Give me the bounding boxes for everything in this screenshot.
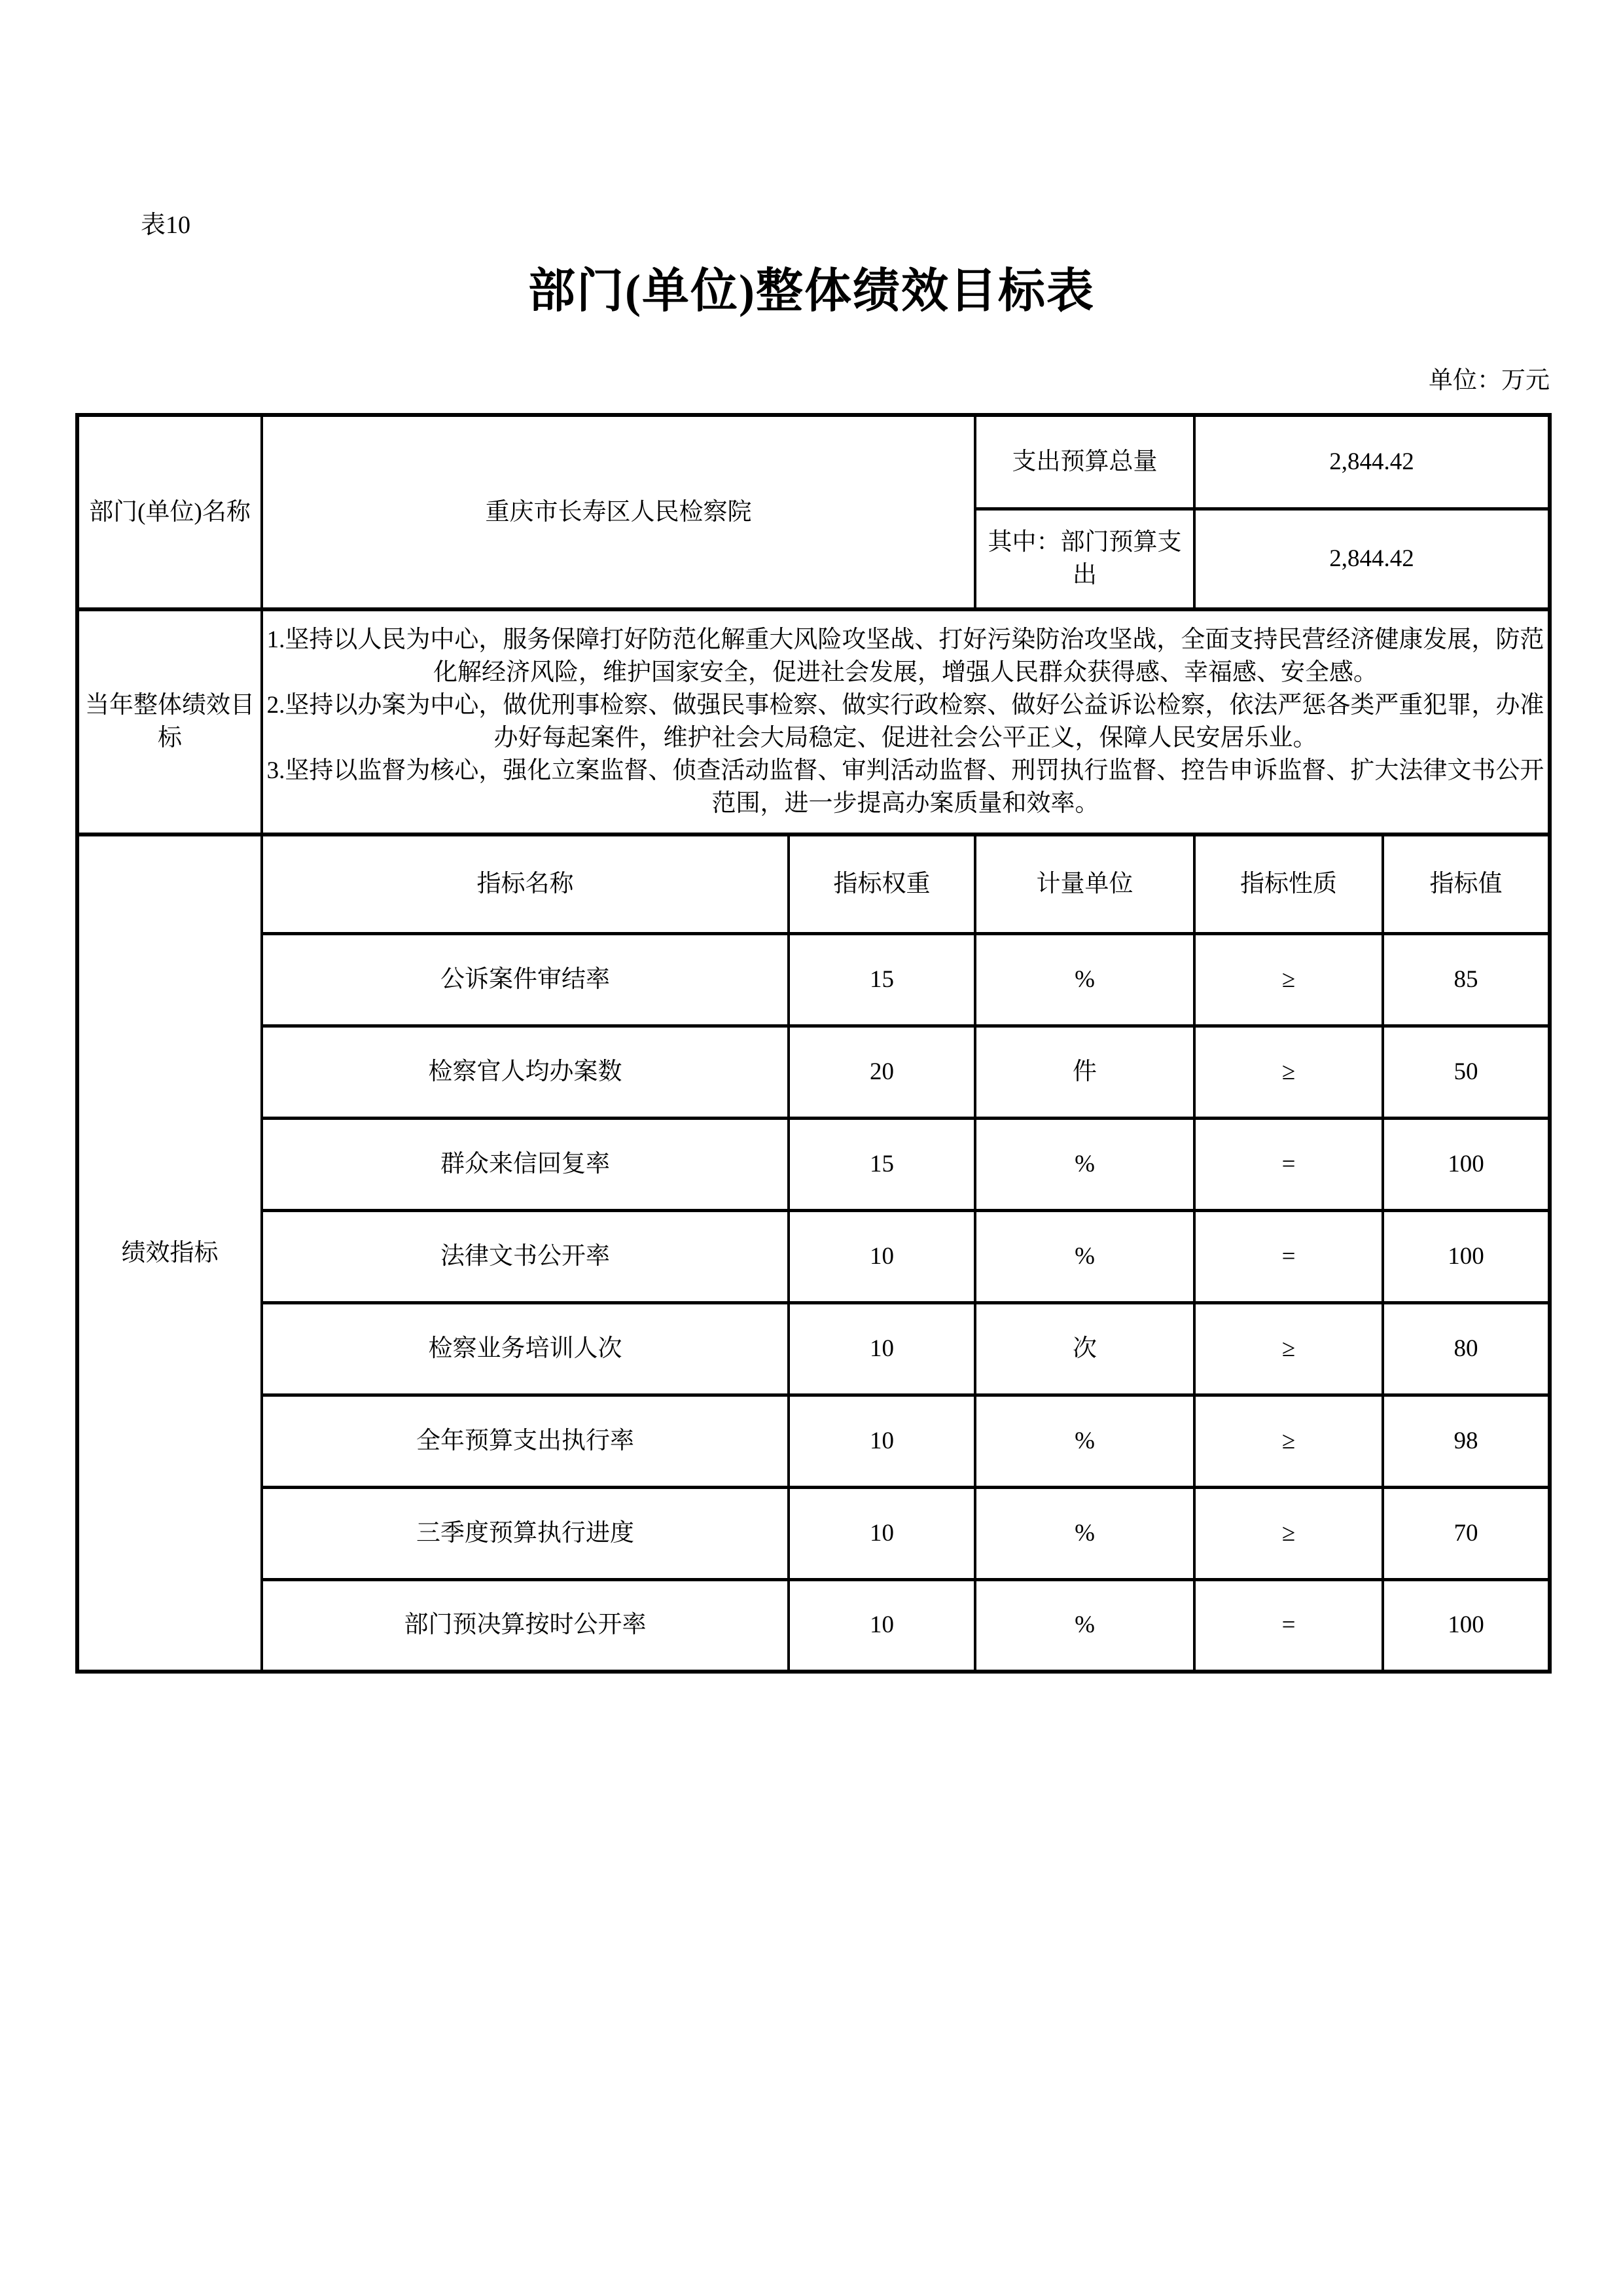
goal-item-3: 3.坚持以监督为核心，强化立案监督、侦查活动监督、审判活动监督、刑罚执行监督、控告申诉监督、扩大法律文书公开范围，进一步提高办案质量和效率。 [266,757,1544,817]
indicator-row [77,1302,1550,1395]
indicator-nature-cell: ≥ [1194,933,1383,1026]
indicator-name-cell: 群众来信回复率 [262,1118,789,1210]
indicator-row [77,1487,1550,1579]
unit-note: 单位：万元 [1429,367,1550,394]
indicator-nature-cell: ≥ [1194,1302,1383,1395]
indicator-nature-cell: ≥ [1194,1395,1383,1487]
indicator-unit-cell: % [975,1118,1194,1210]
indicator-name-cell: 检察业务培训人次 [262,1302,789,1395]
indicator-value-cell: 100 [1383,1118,1550,1210]
indicator-weight-cell: 10 [789,1579,975,1672]
dept-name-label-cell: 部门(单位)名称 [77,415,262,609]
header-indicator-weight: 指标权重 [789,834,975,933]
indicator-weight-cell: 10 [789,1210,975,1302]
indicator-value-cell: 85 [1383,933,1550,1026]
budget-dept-label-cell: 其中：部门预算支出 [975,509,1194,609]
indicator-row [77,933,1550,1026]
budget-total-value-cell: 2,844.42 [1194,415,1550,509]
indicator-value-cell: 50 [1383,1026,1550,1118]
indicator-unit-cell: % [975,1487,1194,1579]
indicator-value-cell: 80 [1383,1302,1550,1395]
indicator-unit-cell: % [975,1210,1194,1302]
dept-name-value-cell: 重庆市长寿区人民检察院 [262,415,975,609]
indicator-row [77,1210,1550,1302]
indicator-weight-cell: 10 [789,1487,975,1579]
indicator-weight-cell: 10 [789,1395,975,1487]
indicator-value-cell: 70 [1383,1487,1550,1579]
indicator-unit-cell: 件 [975,1026,1194,1118]
budget-total-label-cell: 支出预算总量 [975,415,1194,509]
indicator-name-cell: 公诉案件审结率 [262,933,789,1026]
indicator-name-cell: 检察官人均办案数 [262,1026,789,1118]
indicator-value-cell: 100 [1383,1579,1550,1672]
goals-text-cell [262,609,1550,834]
indicators-label-cell: 绩效指标 [77,834,262,1672]
page-title: 部门(单位)整体绩效目标表 [528,265,1095,317]
table-number-label: 表10 [141,211,191,239]
indicator-weight-cell: 20 [789,1026,975,1118]
indicator-row [77,1395,1550,1487]
indicator-nature-cell: = [1194,1210,1383,1302]
indicator-name-cell: 法律文书公开率 [262,1210,789,1302]
indicator-name-cell: 部门预决算按时公开率 [262,1579,789,1672]
header-measure-unit: 计量单位 [975,834,1194,933]
indicator-nature-cell: ≥ [1194,1487,1383,1579]
indicator-row [77,1118,1550,1210]
indicator-unit-cell: 次 [975,1302,1194,1395]
goals-label-cell: 当年整体绩效目标 [77,609,262,834]
header-indicator-nature: 指标性质 [1194,834,1383,933]
indicator-unit-cell: % [975,1579,1194,1672]
goal-item-2: 2.坚持以办案为中心，做优刑事检察、做强民事检察、做实行政检察、做好公益诉讼检察，依法严惩各类严重犯罪，办准办好每起案件，维护社会大局稳定、促进社会公平正义，保障人民安居乐业。 [266,692,1544,751]
indicator-name-cell: 全年预算支出执行率 [262,1395,789,1487]
header-indicator-name: 指标名称 [262,834,789,933]
goals-row [77,609,1550,834]
indicator-value-cell: 98 [1383,1395,1550,1487]
indicator-weight-cell: 10 [789,1302,975,1395]
indicator-weight-cell: 15 [789,933,975,1026]
dept-budget-row-1 [77,415,1550,509]
indicator-header-row [77,834,1550,933]
indicator-nature-cell: ≥ [1194,1026,1383,1118]
goal-item-1: 1.坚持以人民为中心，服务保障打好防范化解重大风险攻坚战、打好污染防治攻坚战，全面支持民营经济健康发展，防范化解经济风险，维护国家安全，促进社会发展，增强人民群众获得感、幸福感、安全感。 [266,626,1544,686]
indicator-value-cell: 100 [1383,1210,1550,1302]
performance-target-table [75,413,1552,1674]
indicator-unit-cell: % [975,933,1194,1026]
indicator-row [77,1026,1550,1118]
indicator-unit-cell: % [975,1395,1194,1487]
indicator-nature-cell: = [1194,1579,1383,1672]
indicator-nature-cell: = [1194,1118,1383,1210]
header-indicator-value: 指标值 [1383,834,1550,933]
budget-dept-value-cell: 2,844.42 [1194,509,1550,609]
indicator-name-cell: 三季度预算执行进度 [262,1487,789,1579]
indicator-row [77,1579,1550,1672]
indicator-weight-cell: 15 [789,1118,975,1210]
